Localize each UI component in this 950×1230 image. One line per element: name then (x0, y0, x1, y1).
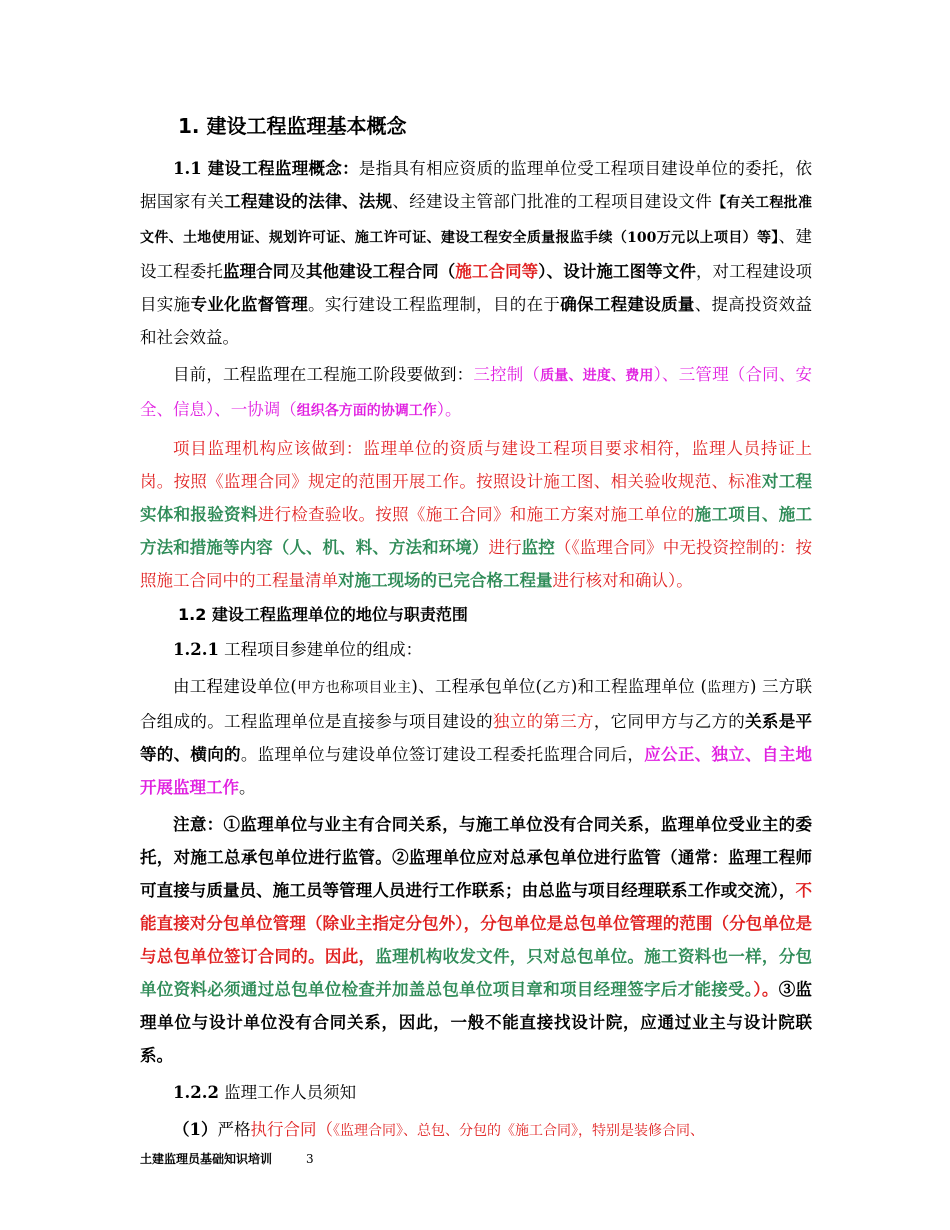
bold-span: 确保工程建设质量 (560, 295, 695, 314)
text-span: 、建设工程委托 (140, 227, 812, 281)
red-span: 进行检查验收。按照《施工合同》和施工方案对施工单位的 (257, 505, 695, 524)
green-span: 对施工现场的已完合格工程量 (338, 571, 553, 590)
page-content (140, 112, 812, 1152)
red-span: 不能直接对分包单位管理（除业主指定分包外），分包单位是总包单位管理的范围（分包单位是与总包单位签订合同的。因此， (140, 881, 812, 966)
paragraph-supervision-agency (140, 432, 812, 597)
paragraph-item-1 (140, 1113, 812, 1148)
magenta-span: 三控制（ (473, 365, 541, 384)
bold-span: 工程建设的法律、法规 (224, 192, 393, 211)
text-span: 。 (239, 778, 256, 797)
bold-span: 监理合同 (222, 262, 290, 281)
red-span: 项目监理机构应该做到：监理单位的资质与建设工程项目要求相符，监理人员持证上岗。按照《监理合同》规定的范围开展工作。按照设计施工图、相关验收规范、标准 (140, 439, 812, 491)
red-span: 《监理合同》、总包、分包的《施工合同》，特别是装修合同、 (332, 1123, 704, 1139)
bold-span: 【有关工程批准文件、土地使用证、规划许可证、施工许可证、建设工程安全质量报监手续（100万元以上项目）等】 (140, 195, 813, 246)
text-span: )和工程监理单位 ( (570, 677, 707, 696)
text-span: ) 三方联合组成的。工程监理单位是直接参与项目建设的 (140, 677, 813, 731)
magenta-span: 应公正、独立、自主地开展监理工作 (140, 745, 813, 797)
bold-span: 专业化监督管理 (190, 295, 309, 314)
text-span: 。监理单位与建设单位签订建设工程委托监理合同后， (240, 745, 645, 764)
bold-span: 1.2.1 (173, 640, 219, 659)
bold-span: 注意：①监理单位与业主有合同关系，与施工单位没有合同关系，监理单位受业主的委托，对施工总承包单位进行监管。②监理单位应对总承包单位进行监管（通常：监理工程师可直接与质量员、施工员等管理人员进行工作联系；由总监与项目经理联系工作或交流）， (140, 815, 812, 900)
text-span: 是指具有相应资质的监理单位受工程项目建设单位的委托，依据国家有关 (140, 159, 813, 211)
red-span: 进行核对和确认）。 (552, 571, 693, 590)
bold-span: ）、设计施工图等文件 (538, 262, 696, 281)
magenta-span: ）、三管理（合同、安全、信息）、一协调（ (140, 365, 813, 419)
bold-span: 其他建设工程合同（ (305, 262, 456, 281)
bold-span: 关系是平等的、横向的 (140, 712, 813, 764)
text-span: 工程项目参建单位的组成： (218, 640, 423, 659)
red-span: （《监理合同》中无投资控制的：按照施工合同中的工程量清单 (140, 538, 812, 590)
red-span: 进行 (488, 538, 522, 557)
text-span: 由工程建设单位( (173, 677, 297, 696)
green-span: 对工程实体和报验资料 (140, 472, 813, 524)
paragraph-concept (140, 152, 812, 354)
text-span: 严格 (217, 1120, 251, 1139)
text-span: 及 (289, 262, 306, 281)
magenta-span: ）。 (436, 400, 462, 419)
magenta-span: 组织各方面的协调工作 (296, 403, 437, 419)
text-span: 目前，工程监理在工程施工阶段要做到： (173, 365, 474, 384)
magenta-span: 质量、进度、费用 (540, 368, 654, 384)
small-span: 乙方 (541, 680, 571, 696)
text-span: 、提高投资效益和社会效益。 (140, 295, 813, 347)
red-span: 执行合同（ (250, 1120, 333, 1139)
paragraph-note (140, 808, 812, 1072)
red-span: ）。 (753, 980, 779, 999)
paragraph-three-parties (140, 670, 812, 804)
section-heading: 1. 建设工程监理基本概念 (178, 114, 407, 138)
subsection-heading: 1.2 建设工程监理单位的地位与职责范围 (178, 605, 468, 624)
page-footer (140, 1150, 314, 1167)
paragraph-current-tasks (140, 358, 812, 428)
bold-span: ③监理单位与设计单位没有合同关系，因此，一般不能直接找设计院，应通过业主与设计院联系。 (140, 980, 813, 1065)
text-span: ，对工程建设项目实施 (140, 262, 812, 314)
text-span: 监理工作人员须知 (218, 1083, 357, 1102)
paragraph-staff-notes (140, 1076, 812, 1109)
small-span: 甲方也称项目业主 (296, 680, 412, 696)
text-span: ，它同甲方与乙方的 (593, 712, 746, 731)
text-span: 、经建设主管部门批准的工程项目建设文件 (392, 192, 713, 211)
small-span: 监理方 (706, 680, 751, 696)
bold-span: 1.2.2 (173, 1083, 219, 1102)
text-span: )、工程承包单位( (411, 677, 542, 696)
paragraph-participants (140, 633, 812, 666)
green-span: 施工项目、施工方法和措施等内容（人、机、料、方法和环境） (140, 505, 813, 557)
red-span: 施工合同等 (455, 262, 539, 281)
bold-span: （1） (173, 1120, 218, 1139)
footer-title: 土建监理员基础知识培训 (140, 1152, 273, 1166)
text-span: 。实行建设工程监理制，目的在于 (308, 295, 561, 314)
red-span: 独立的第三方 (492, 712, 594, 731)
concept-label: 1.1 建设工程监理概念： (173, 159, 359, 178)
green-span: 监理机构收发文件，只对总包单位。施工资料也一样，分包单位资料必须通过总包单位检查并加盖总包单位项目章和项目经理签字后才能接受。 (140, 947, 813, 999)
page-number: 3 (306, 1152, 314, 1166)
green-span: 监控 (521, 538, 555, 557)
